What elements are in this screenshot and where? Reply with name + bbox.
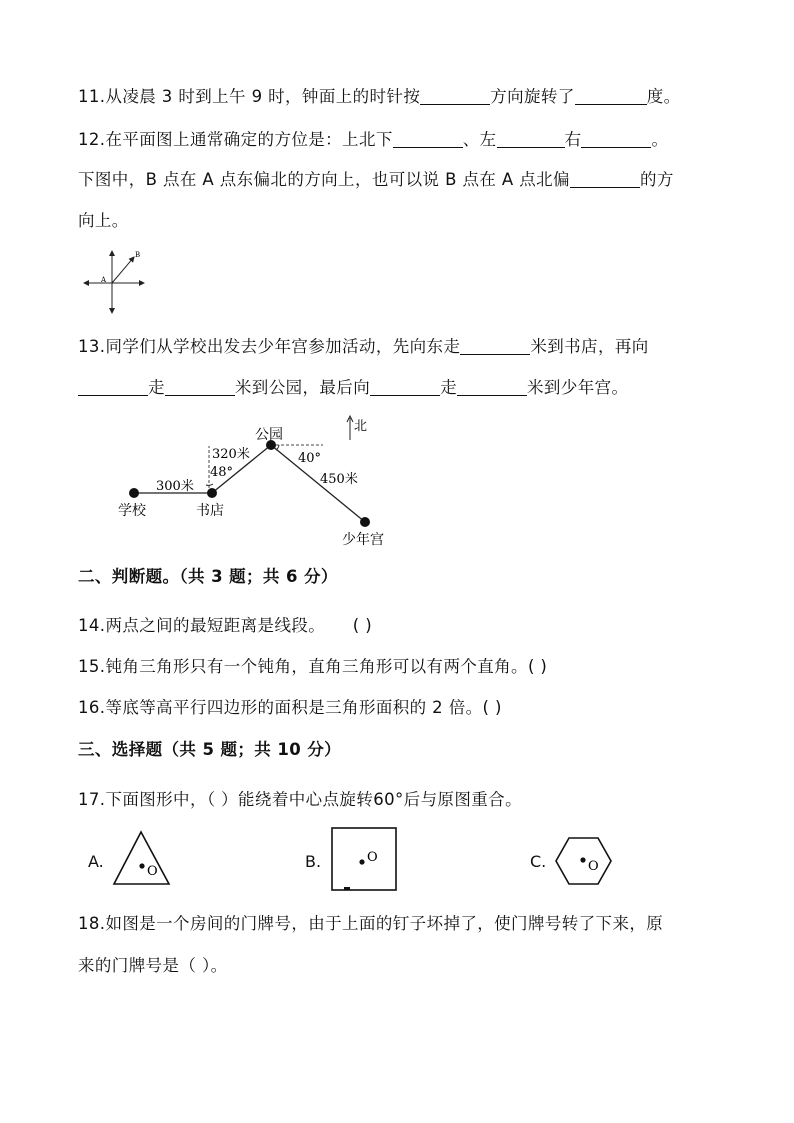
triangle-shape: [114, 832, 169, 884]
answer-blank[interactable]: [78, 379, 148, 396]
center-dot: [580, 857, 585, 862]
q14-text: 14.两点之间的最短距离是线段。: [78, 616, 326, 635]
question-17: 17.下面图形中，（ ）能绕着中心点旋转60°后与原图重合。: [78, 790, 522, 809]
question-14: [78, 615, 372, 637]
option-a-label[interactable]: A.: [88, 852, 104, 871]
answer-blank[interactable]: [393, 131, 463, 148]
q12-text-e: 下图中，B 点在 A 点东偏北的方向上，也可以说 B 点在 A 点北偏: [78, 170, 570, 189]
center-mark: O: [147, 864, 158, 879]
center-mark: O: [367, 850, 378, 865]
answer-blank[interactable]: [420, 88, 490, 105]
question-12-line2: [78, 169, 674, 191]
palace-point: [360, 517, 370, 527]
distance-label-450: 450米: [320, 472, 358, 487]
question-13-line2: [78, 377, 628, 399]
school-point: [129, 488, 139, 498]
question-15: [78, 656, 547, 678]
answer-parentheses[interactable]: ( ): [482, 698, 502, 717]
bookstore-point: [207, 488, 217, 498]
option-a-triangle[interactable]: [112, 830, 172, 886]
q16-text: 16.等底等高平行四边形的面积是三角形面积的 2 倍。: [78, 698, 483, 717]
point-a-label: A: [101, 276, 107, 284]
option-c-label[interactable]: C.: [530, 852, 547, 871]
angle-arc-40: [276, 445, 279, 450]
route-map: [100, 410, 410, 555]
q12-text-c: 右: [564, 130, 582, 149]
section-2-title: 二、判断题。（共 3 题；共 6 分）: [78, 567, 338, 586]
q13-text-d: 米到公园，最后向: [234, 378, 371, 397]
option-c-hexagon[interactable]: [554, 836, 614, 886]
q12-text-d: 。: [651, 130, 669, 149]
point-b-label: B: [135, 251, 141, 259]
q15-text: 15.钝角三角形只有一个钝角，直角三角形可以有两个直角。: [78, 657, 528, 676]
q12-text-a: 12.在平面图上通常确定的方位是：上北下: [78, 130, 393, 149]
direction-figure: [78, 245, 150, 317]
palace-label: 少年宫: [342, 532, 384, 548]
answer-blank[interactable]: [457, 379, 527, 396]
angle-label-40: 40°: [298, 451, 322, 466]
q11-text-c: 度。: [646, 87, 681, 106]
center-mark: O: [588, 859, 599, 874]
q13-text-f: 米到少年宫。: [527, 378, 629, 397]
question-12-line1: [78, 129, 668, 151]
park-label: 公园: [255, 427, 283, 443]
q13-text-b: 米到书店，再向: [530, 337, 649, 356]
q12-text-b: 、左: [462, 130, 497, 149]
corner-marker: [344, 887, 350, 890]
square-shape: [332, 828, 396, 890]
q13-text-c: 走: [148, 378, 165, 397]
answer-blank[interactable]: [570, 171, 640, 188]
question-16: [78, 697, 502, 719]
question-18-line1: 18.如图是一个房间的门牌号，由于上面的钉子坏掉了，使门牌号转了下来，原: [78, 914, 664, 933]
angle-label-48: 48°: [210, 465, 234, 480]
distance-label-320: 320米: [212, 447, 250, 462]
answer-blank[interactable]: [497, 131, 565, 148]
q13-text-a: 13.同学们从学校出发去少年宫参加活动，先向东走: [78, 337, 461, 356]
question-13-line1: [78, 336, 649, 358]
question-11: [78, 86, 681, 108]
section-3-title: 三、选择题（共 5 题；共 10 分）: [78, 740, 342, 759]
q13-text-e: 走: [440, 378, 458, 397]
answer-parentheses[interactable]: ( ): [527, 657, 548, 676]
center-dot: [139, 863, 144, 868]
center-dot: [359, 859, 364, 864]
answer-blank[interactable]: [581, 131, 651, 148]
answer-blank[interactable]: [575, 88, 647, 105]
q11-text-a: 11.从凌晨 3 时到上午 9 时，钟面上的时针按: [78, 87, 421, 106]
distance-label-300: 300米: [156, 479, 194, 494]
bookstore-label: 书店: [196, 503, 224, 519]
north-label: 北: [354, 419, 368, 434]
question-18-line2: 来的门牌号是（ ）。: [78, 956, 228, 975]
q11-text-b: 方向旋转了: [490, 87, 575, 106]
q12-text-f: 的方: [639, 170, 674, 189]
angle-arc-48: [206, 484, 213, 485]
question-12-line3: [78, 210, 129, 232]
school-label: 学校: [118, 503, 146, 519]
option-b-square[interactable]: [330, 826, 400, 892]
q12-text-g: 向上。: [78, 211, 129, 230]
answer-blank[interactable]: [370, 379, 440, 396]
answer-blank[interactable]: [165, 379, 235, 396]
answer-blank[interactable]: [460, 338, 530, 355]
direction-arrow: [112, 257, 134, 283]
option-b-label[interactable]: B.: [305, 852, 322, 871]
answer-parentheses[interactable]: ( ): [352, 616, 373, 635]
